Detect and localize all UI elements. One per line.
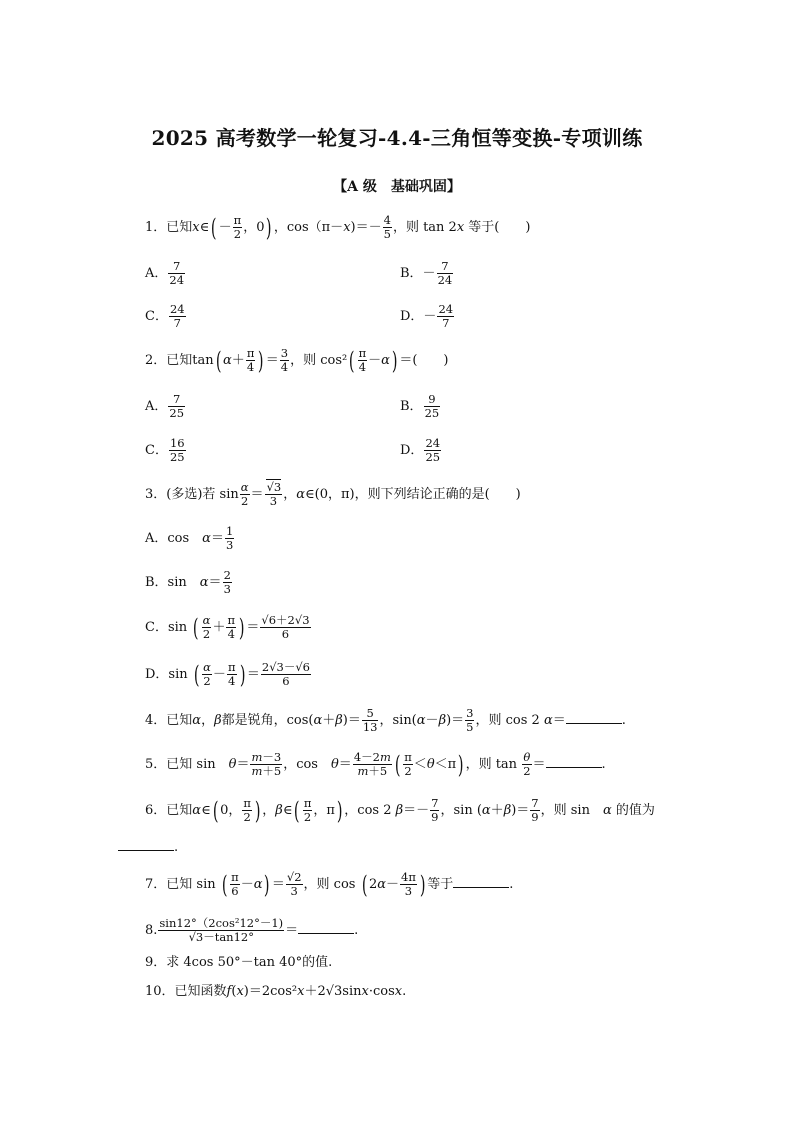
answer-blank[interactable] [566, 711, 622, 724]
q2-option-c[interactable]: C． $\frac{16}{25}$ [145, 436, 185, 464]
question-7: 7．已知 sin ( $\frac{\pi}{6}$ －α) ＝ $\frac{√2}{3}$ ，则 cos ( 2α－ $\frac{4\pi}{3}$ ) 等于 . [145, 870, 514, 899]
question-5: 5．已知 sin θ＝ $\frac{m-3}{m+5}$ ，cos θ＝ $\frac{4-2m}{m+5}$ ( $\frac{\pi}{2}$ ＜θ＜π) ，则 tan $\frac{\theta}{2}$ ＝ . [145, 750, 606, 779]
q1-option-d[interactable]: D．－ $\frac{24}{7}$ [400, 302, 454, 330]
section-heading: 【A 级 基础巩固】 [333, 179, 461, 195]
question-4: 4．已知α，β都是锐角，cos(α＋β)＝ $\frac{5}{13}$ ，sin(α－β)＝ $\frac{3}{5}$ ，则 cos 2 α＝ . [145, 706, 626, 734]
q2-option-b[interactable]: B． $\frac{9}{25}$ [400, 392, 440, 420]
q1-option-c[interactable]: C． $\frac{24}{7}$ [145, 302, 185, 330]
answer-blank[interactable] [118, 838, 174, 851]
question-2: 2．已知tan( α＋ $\frac{\pi}{4}$ ) ＝ $\frac{3}{4}$ ，则 cos²( $\frac{\pi}{4}$ －α) ＝( ) [145, 346, 449, 375]
question-6: 6．已知α∈( 0， $\frac{\pi}{2}$ ) ，β∈( $\frac{\pi}{2}$ ，π) ，cos 2 β＝－ $\frac{7}{9}$ ，sin (α＋β)＝ $\frac{7}{9}$ ，则 sin α 的值为 [145, 796, 655, 825]
page-title: 2025 高考数学一轮复习-4.4-三角恒等变换-专项训练 [151, 126, 643, 150]
q2-option-d[interactable]: D． $\frac{24}{25}$ [400, 436, 441, 464]
question-10: 10．已知函数f(x)＝2cos²x＋2√3sinx·cosx. [145, 984, 407, 999]
question-1: 1．已知x∈( － $\frac{\pi}{2}$ ，0) ，cos（π－x)＝－ $\frac{4}{5}$ ，则 tan 2x 等于( ) [145, 213, 531, 242]
q3-option-b[interactable]: B．sin α＝ $\frac{2}{3}$ [145, 568, 231, 596]
answer-blank[interactable] [453, 875, 509, 888]
q2-option-a[interactable]: A． $\frac{7}{25}$ [145, 392, 185, 420]
q3-option-a[interactable]: A．cos α＝ $\frac{1}{3}$ [145, 524, 234, 552]
q1-option-b[interactable]: B．－ $\frac{7}{24}$ [400, 259, 453, 287]
answer-blank[interactable] [298, 921, 354, 934]
q3-option-d[interactable]: D．sin ( $\frac{\alpha}{2}$ － $\frac{\pi}{4}$ ) ＝ $\frac{2√3-√6}{6}$ [145, 660, 310, 689]
question-9: 9．求 4cos 50°－tan 40°的值. [145, 955, 333, 970]
q1-option-a[interactable]: A． $\frac{7}{24}$ [145, 259, 185, 287]
question-6-answer: . [118, 838, 178, 856]
question-8: 8. $\frac{\text{sin12°（2cos²12°－1)}}{√3-\tan 12^\circ}$ ＝ . [145, 916, 359, 944]
answer-blank[interactable] [546, 755, 602, 768]
question-3: 3．(多选)若 sin $\frac{\alpha}{2}$ ＝ $\frac{√3}{3}$ ，α∈(0，π)，则下列结论正确的是( ) [145, 480, 521, 508]
q3-option-c[interactable]: C．sin ( $\frac{\alpha}{2}$ ＋ $\frac{\pi}{4}$ ) ＝ $\frac{√6+2√3}{6}$ [145, 613, 310, 642]
